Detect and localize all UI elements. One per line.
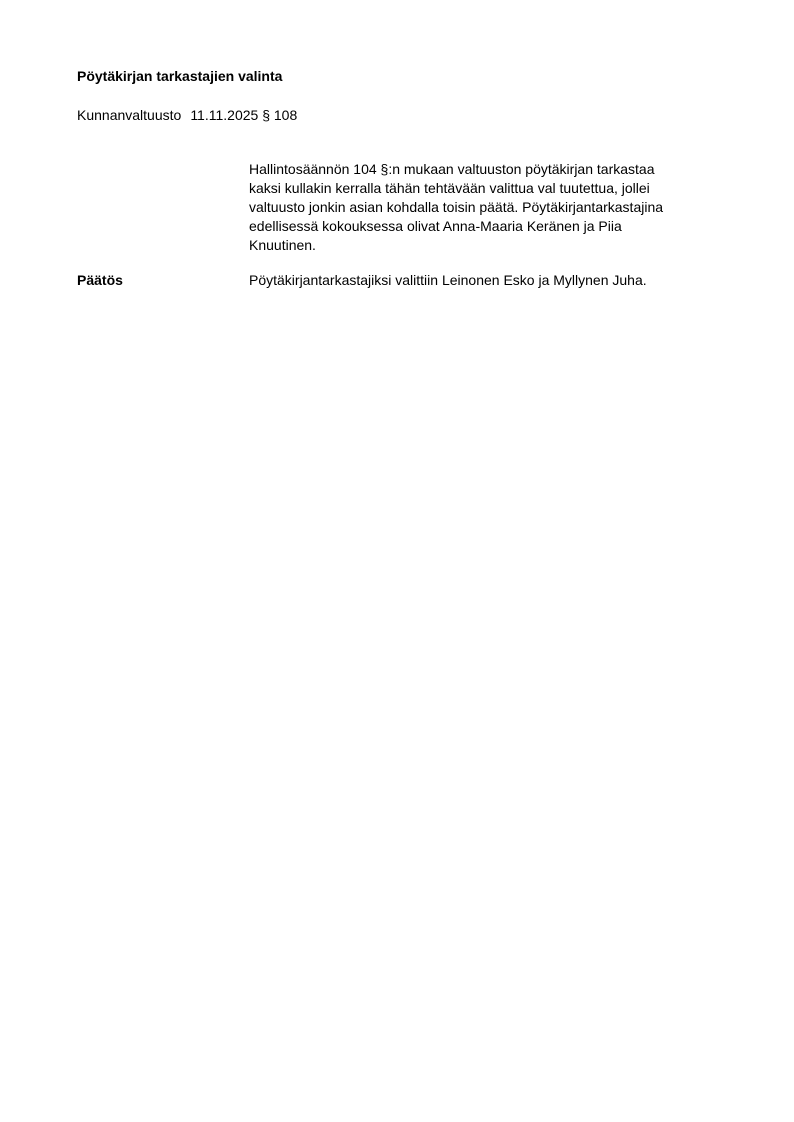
preparation-text (249, 160, 729, 255)
decision-text: Pöytäkirjantarkastajiksi valittiin Leinonen Esko ja Myllynen Juha. (249, 272, 647, 288)
decision-label: Päätös (77, 272, 123, 288)
preparation-line: kaksi kullakin kerralla tähän tehtävään valittua val tuutettua, jollei (249, 180, 650, 196)
preparation-line: Hallintosäännön 104 §:n mukaan valtuuston pöytäkirjan tarkastaa (249, 161, 655, 177)
meeting-body: Kunnanvaltuusto (77, 107, 182, 123)
preparation-line: valtuusto jonkin asian kohdalla toisin päätä. Pöytäkirjantarkastajina (249, 199, 664, 215)
document-title: Pöytäkirjan tarkastajien valinta (77, 68, 283, 84)
meeting-date-section: 11.11.2025 § 108 (190, 107, 298, 123)
meeting-info (77, 107, 297, 123)
preparation-line: Knuutinen. (249, 237, 316, 253)
preparation-line: edellisessä kokouksessa olivat Anna-Maaria Keränen ja Piia (249, 218, 622, 234)
